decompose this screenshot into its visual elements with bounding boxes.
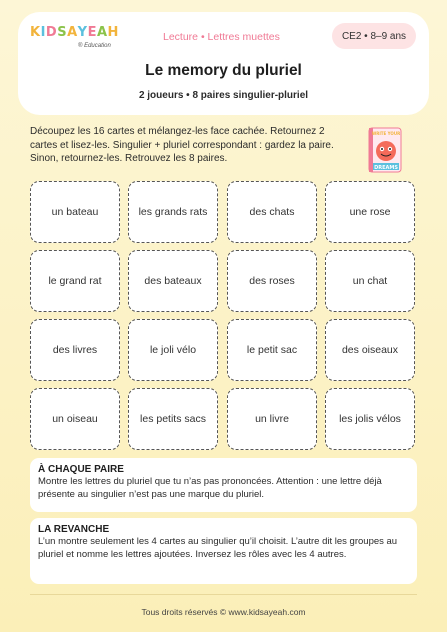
memory-card: un chat bbox=[325, 250, 415, 312]
memory-card: des chats bbox=[227, 181, 317, 243]
brand-logo bbox=[30, 25, 128, 55]
memory-card: un livre bbox=[227, 388, 317, 450]
memory-card: le joli vélo bbox=[128, 319, 218, 381]
logo-letter: E bbox=[87, 25, 97, 40]
memory-card: un bateau bbox=[30, 181, 120, 243]
memory-card: des bateaux bbox=[128, 250, 218, 312]
notebook-sticker-icon bbox=[367, 126, 403, 174]
logo-letter: H bbox=[107, 25, 119, 40]
logo-letter: Y bbox=[77, 25, 88, 40]
level-badge: CE2 • 8–9 ans bbox=[332, 23, 416, 49]
panel-title: À CHAQUE PAIRE bbox=[38, 464, 124, 475]
memory-card: les petits sacs bbox=[128, 388, 218, 450]
logo-letter: A bbox=[96, 25, 108, 40]
memory-card: une rose bbox=[325, 181, 415, 243]
page-title: Le memory du pluriel bbox=[145, 62, 302, 79]
memory-card-grid bbox=[30, 181, 417, 455]
sticker-bottom-text: DREAMS bbox=[374, 165, 398, 171]
logo-letter: K bbox=[30, 25, 41, 40]
footer-copyright: Tous droits réservés © www.kidsayeah.com bbox=[141, 607, 306, 617]
memory-card: des roses bbox=[227, 250, 317, 312]
sticker-top-text: WRITE YOUR bbox=[371, 131, 401, 136]
panel-body: Montre les lettres du pluriel que tu n’as pas prononcées. Attention : une lettre déjà présente au singulier n’est pas une marque du pluriel. bbox=[38, 476, 382, 500]
logo-letter: A bbox=[67, 25, 78, 40]
subject-label: Lecture • Lettres muettes bbox=[163, 31, 280, 43]
logo-letter: S bbox=[57, 25, 68, 40]
panel-each-pair bbox=[30, 458, 417, 512]
footer-divider bbox=[30, 594, 417, 595]
panel-body: L’un montre seulement les 4 cartes au singulier qu’il choisit. L’autre dit les groupes au pluriel et nomme les lettres ajoutées. Inversez les rôles avec les 4 autres. bbox=[38, 536, 398, 560]
memory-card: des livres bbox=[30, 319, 120, 381]
memory-card: le petit sac bbox=[227, 319, 317, 381]
memory-card: les jolis vélos bbox=[325, 388, 415, 450]
logo-subtitle: ® Education bbox=[78, 43, 111, 49]
instructions-text: Découpez les 16 cartes et mélangez-les face cachée. Retournez 2 cartes et lisez-les. Singulier + pluriel correspondant : gardez la paire. Sinon, retournez-les. Retrouvez les 8 paires. bbox=[30, 126, 334, 164]
header-card bbox=[18, 12, 429, 115]
panel-revenge bbox=[30, 518, 417, 584]
logo-letter: D bbox=[45, 25, 58, 40]
memory-card: le grand rat bbox=[30, 250, 120, 312]
memory-card: des oiseaux bbox=[325, 319, 415, 381]
panel-title: LA REVANCHE bbox=[38, 524, 110, 535]
logo-wordmark bbox=[30, 25, 128, 40]
memory-card: un oiseau bbox=[30, 388, 120, 450]
memory-card: les grands rats bbox=[128, 181, 218, 243]
logo-letter: I bbox=[40, 25, 46, 40]
page-subtitle: 2 joueurs • 8 paires singulier-pluriel bbox=[138, 90, 309, 101]
